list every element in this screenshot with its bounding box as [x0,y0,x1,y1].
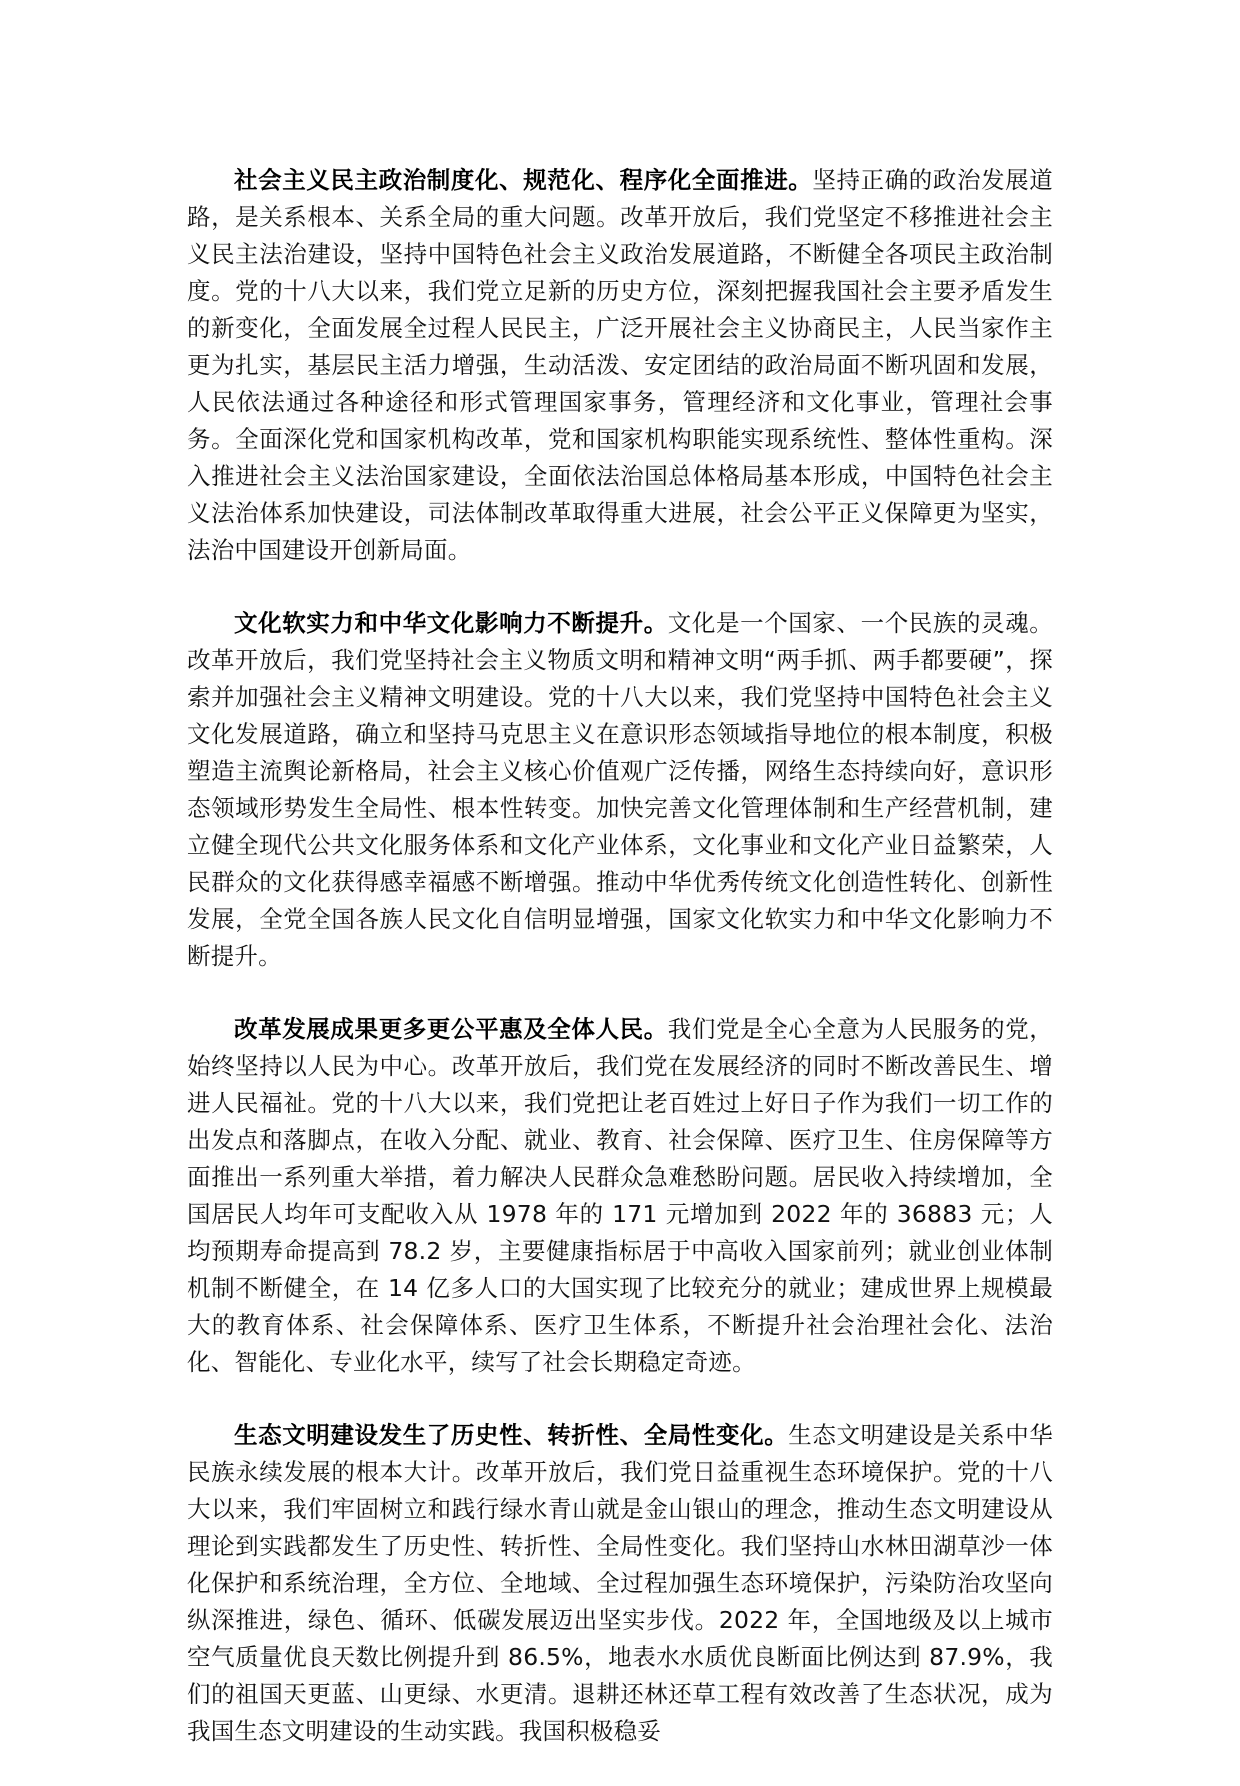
paragraph-heading: 文化软实力和中华文化影响力不断提升。 [234,609,668,637]
paragraph-text: 坚持正确的政治发展道路，是关系根本、关系全局的重大问题。改革开放后，我们党坚定不移推进社会主义民主法治建设，坚持中国特色社会主义政治发展道路，不断健全各项民主政治制度。党的十八大以来，我们党立足新的历史方位，深刻把握我国社会主要矛盾发生的新变化，全面发展全过程人民民主，广泛开展社会主义协商民主，人民当家作主更为扎实，基层民主活力增强，生动活泼、安定团结的政治局面不断巩固和发展，人民依法通过各种途径和形式管理国家事务，管理经济和文化事业，管理社会事务。全面深化党和国家机构改革，党和国家机构职能实现系统性、整体性重构。深入推进社会主义法治国家建设，全面依法治国总体格局基本形成，中国特色社会主义法治体系加快建设，司法体制改革取得重大进展，社会公平正义保障更为坚实，法治中国建设开创新局面。 [187,166,1053,564]
paragraph-text: 生态文明建设是关系中华民族永续发展的根本大计。改革开放后，我们党日益重视生态环境保护。党的十八大以来，我们牢固树立和践行绿水青山就是金山银山的理念，推动生态文明建设从理论到实践都发生了历史性、转折性、全局性变化。我们坚持山水林田湖草沙一体化保护和系统治理，全方位、全地域、全过程加强生态环境保护，污染防治攻坚向纵深推进，绿色、循环、低碳发展迈出坚实步伐。2022 年，全国地级及以上城市空气质量优良天数比例提升到 86.5%，地表水水质优良断面比例达到 87.9%，我们的祖国天更蓝、山更绿、水更清。退耕还林还草工程有效改善了生态状况，成为我国生态文明建设的生动实践。我国积极稳妥 [187,1421,1053,1745]
paragraph-text: 文化是一个国家、一个民族的灵魂。改革开放后，我们党坚持社会主义物质文明和精神文明“两手抓、两手都要硬”，探索并加强社会主义精神文明建设。党的十八大以来，我们党坚持中国特色社会主义文化发展道路，确立和坚持马克思主义在意识形态领域指导地位的根本制度，积极塑造主流舆论新格局，社会主义核心价值观广泛传播，网络生态持续向好，意识形态领域形势发生全局性、根本性转变。加快完善文化管理体制和生产经营机制，建立健全现代公共文化服务体系和文化产业体系，文化事业和文化产业日益繁荣，人民群众的文化获得感幸福感不断增强。推动中华优秀传统文化创造性转化、创新性发展，全党全国各族人民文化自信明显增强，国家文化软实力和中华文化影响力不断提升。 [187,609,1053,970]
paragraph-reform-benefits [187,1011,1053,1381]
paragraph-text: 我们党是全心全意为人民服务的党，始终坚持以人民为中心。改革开放后，我们党在发展经济的同时不断改善民生、增进人民福祉。党的十八大以来，我们党把让老百姓过上好日子作为我们一切工作的出发点和落脚点，在收入分配、就业、教育、社会保障、医疗卫生、住房保障等方面推出一系列重大举措，着力解决人民群众急难愁盼问题。居民收入持续增加，全国居民人均年可支配收入从 1978 年的 171 元增加到 2022 年的 36883 元；人均预期寿命提高到 78.2 岁，主要健康指标居于中高收入国家前列；就业创业体制机制不断健全，在 14 亿多人口的大国实现了比较充分的就业；建成世界上规模最大的教育体系、社会保障体系、医疗卫生体系，不断提升社会治理社会化、法治化、智能化、专业化水平，续写了社会长期稳定奇迹。 [187,1015,1053,1376]
paragraph-heading: 改革发展成果更多更公平惠及全体人民。 [234,1015,668,1043]
paragraph-ecological-civilization [187,1417,1053,1750]
paragraph-heading: 生态文明建设发生了历史性、转折性、全局性变化。 [234,1421,789,1449]
document-body [187,162,1053,1786]
paragraph-heading: 社会主义民主政治制度化、规范化、程序化全面推进。 [234,166,813,194]
paragraph-cultural-soft-power [187,605,1053,975]
paragraph-political-democracy [187,162,1053,569]
